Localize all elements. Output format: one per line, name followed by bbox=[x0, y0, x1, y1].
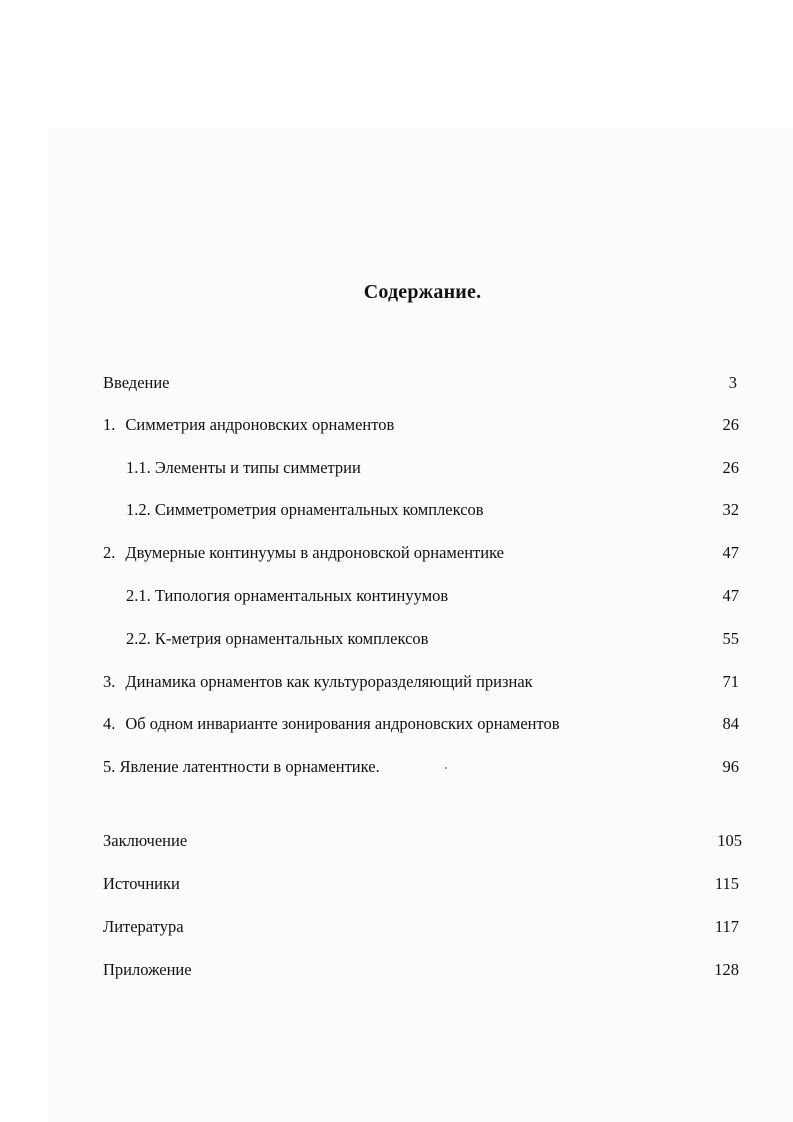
toc-entry-page: 117 bbox=[714, 917, 739, 936]
toc-entry-title: Динамика орнаментов как культуроразделяющий признак bbox=[125, 672, 533, 691]
toc-entry-section-2-1 bbox=[0, 586, 793, 610]
toc-entry-page: 32 bbox=[722, 500, 739, 519]
toc-entry-section-1-1 bbox=[0, 458, 793, 482]
toc-entry-chapter-3 bbox=[0, 672, 793, 696]
toc-entry-chapter-1 bbox=[0, 415, 793, 439]
page-title: Содержание. bbox=[363, 281, 482, 303]
toc-entry-page: 115 bbox=[714, 874, 739, 893]
toc-entry-sources bbox=[0, 874, 793, 898]
toc-entry-section-2-2 bbox=[0, 629, 793, 653]
toc-entry-label: Введение bbox=[103, 373, 170, 392]
toc-entry-page: 128 bbox=[714, 960, 739, 979]
toc-entry-label: Источники bbox=[103, 874, 180, 893]
toc-entry-title: Симметрия андроновских орнаментов bbox=[125, 415, 395, 434]
toc-entry-chapter-2 bbox=[0, 543, 793, 567]
toc-entry-number: 4. bbox=[103, 714, 116, 733]
toc-entry-title: Двумерные континуумы в андроновской орнаментике bbox=[125, 543, 504, 562]
toc-entry-label: 1.1. Элементы и типы симметрии bbox=[126, 458, 361, 477]
toc-entry-chapter-4 bbox=[0, 714, 793, 738]
toc-entry-page: 26 bbox=[722, 415, 739, 434]
toc-entry-page: 26 bbox=[722, 458, 739, 477]
toc-entry-label: Заключение bbox=[103, 831, 188, 850]
toc-entry-number: 1. bbox=[103, 415, 116, 434]
toc-entry-literature bbox=[0, 917, 793, 941]
toc-entry-label: 2.2. К-метрия орнаментальных комплексов bbox=[126, 629, 429, 648]
toc-entry-label: 1.2. Симметрометрия орнаментальных комплексов bbox=[126, 500, 484, 519]
toc-entry-appendix bbox=[0, 960, 793, 984]
toc-entry-title: Об одном инварианте зонирования андроновских орнаментов bbox=[125, 714, 560, 733]
toc-entry-page: 96 bbox=[722, 757, 739, 776]
toc-entry-number: 2. bbox=[103, 543, 116, 562]
toc-entry-page: 47 bbox=[722, 543, 739, 562]
toc-entry-page: 47 bbox=[722, 586, 739, 605]
toc-entry-introduction bbox=[0, 373, 793, 397]
toc-entry-page: 71 bbox=[722, 672, 739, 691]
toc-entry-label bbox=[103, 415, 394, 435]
toc-entry-page: 105 bbox=[717, 831, 742, 850]
toc-entry-label bbox=[103, 543, 504, 563]
toc-entry-page: 3 bbox=[728, 373, 737, 392]
toc-entry-number: 3. bbox=[103, 672, 116, 691]
toc-entry-page: 55 bbox=[722, 629, 739, 648]
toc-entry-label: Литература bbox=[103, 917, 184, 936]
toc-entry-label bbox=[103, 714, 560, 734]
toc-entry-label bbox=[103, 672, 533, 692]
toc-entry-label: 2.1. Типология орнаментальных континуумов bbox=[126, 586, 449, 605]
toc-entry-label: Приложение bbox=[103, 960, 192, 979]
toc-entry-chapter-5 bbox=[0, 757, 793, 781]
toc-entry-section-1-2 bbox=[0, 500, 793, 524]
toc-entry-page: 84 bbox=[722, 714, 739, 733]
toc-entry-label: 5. Явление латентности в орнаментике. bbox=[103, 757, 380, 776]
scan-speck bbox=[445, 767, 447, 769]
toc-entry-conclusion bbox=[0, 831, 793, 855]
